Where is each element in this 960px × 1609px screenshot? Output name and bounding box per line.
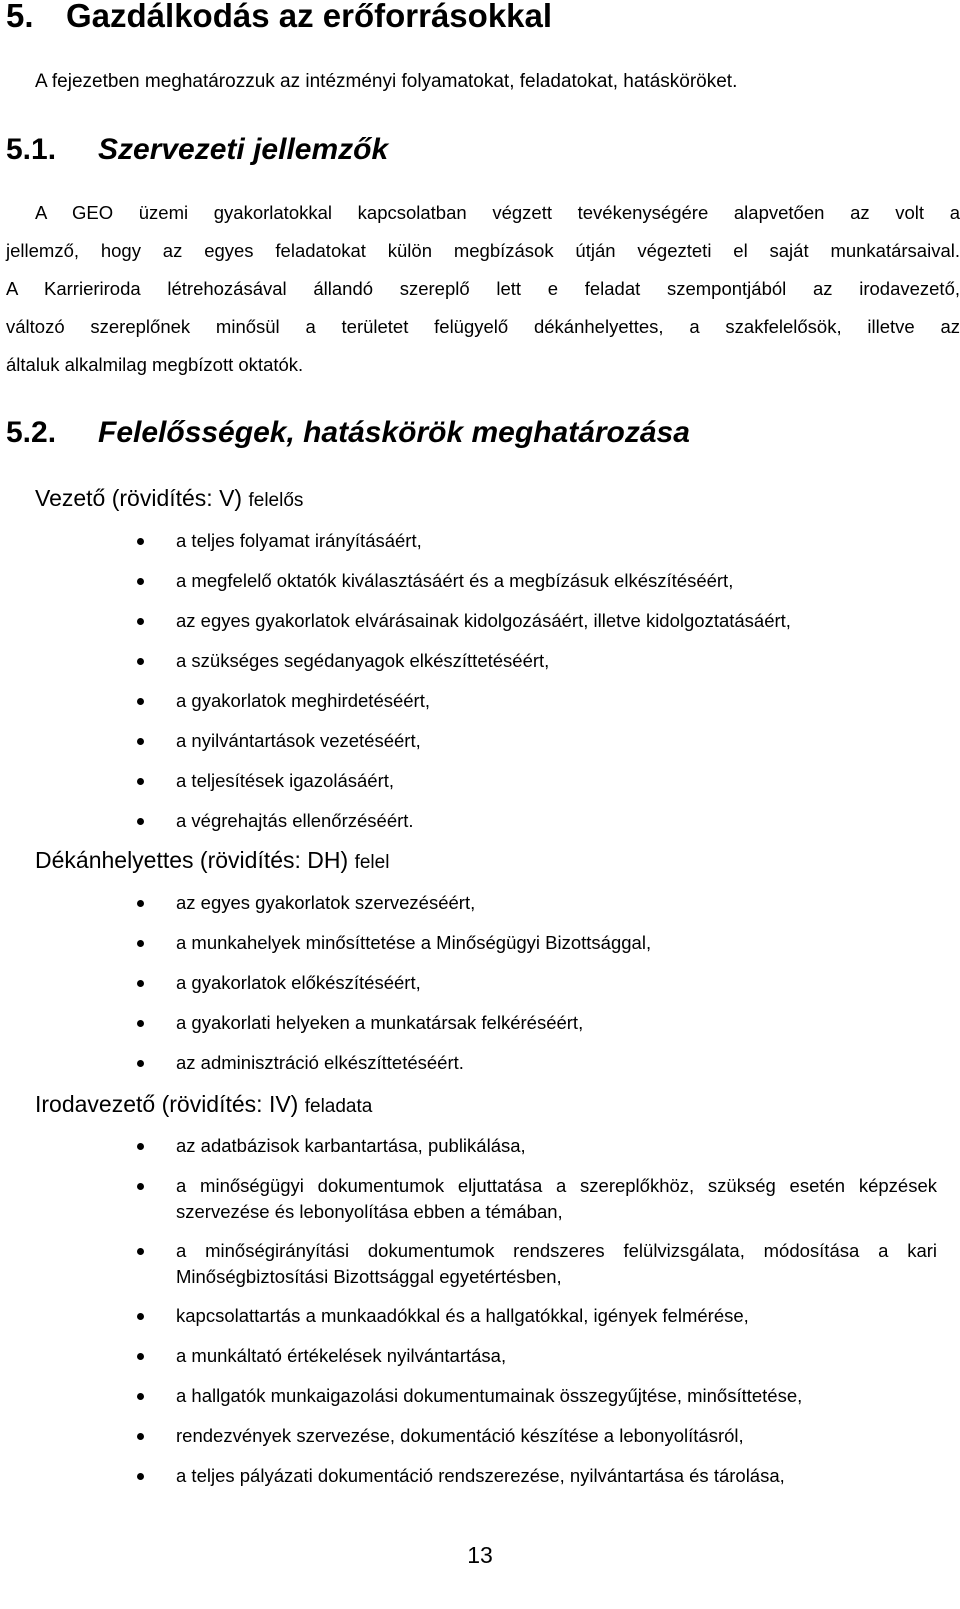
paragraph-line: A Karrieriroda létrehozásával állandó szereplő lett e feladat szempontjából az irodavezető, xyxy=(6,278,960,299)
bullet-icon xyxy=(137,818,144,825)
chapter-number: 5. xyxy=(6,0,34,34)
bullet-icon xyxy=(137,778,144,785)
bullet-icon xyxy=(137,1433,144,1440)
paragraph-line: változó szereplőnek minősül a területet felügyelő dékánhelyettes, a szakfelelősök, illetve az xyxy=(6,316,960,337)
section-title: Felelősségek, hatáskörök meghatározása xyxy=(98,416,690,449)
section-paragraph xyxy=(6,194,960,384)
bullet-icon xyxy=(137,738,144,745)
section-title: Szervezeti jellemzők xyxy=(98,133,389,166)
bullet-icon xyxy=(137,578,144,585)
bullet-icon xyxy=(137,1060,144,1067)
bullet-icon xyxy=(137,940,144,947)
paragraph-line: jellemző, hogy az egyes feladatokat külön megbízások útján végezteti el saját munkatársaival. xyxy=(6,240,960,261)
role-verb: feladata xyxy=(304,1096,373,1117)
bullet-icon xyxy=(137,618,144,625)
paragraph-line: általuk alkalmilag megbízott oktatók. xyxy=(6,354,304,375)
bullet-icon xyxy=(137,698,144,705)
section-number: 5.1. xyxy=(6,133,57,166)
role-heading-vezeto xyxy=(35,483,303,516)
role-verb: felel xyxy=(354,852,390,873)
role-title: Vezető (rövidítés: V) xyxy=(35,485,243,511)
role-title: Irodavezető (rövidítés: IV) xyxy=(35,1091,299,1117)
bullet-icon xyxy=(137,538,144,545)
role-verb: felelős xyxy=(248,490,304,511)
section-heading-5-1 xyxy=(6,131,388,169)
bullet-icon xyxy=(137,1473,144,1480)
bullet-icon xyxy=(137,1393,144,1400)
document-page: 5. Gazdálkodás az erőforrásokkal A fejezetben meghatározzuk az intézményi folyamatokat, feladatokat, hatásköröket. 5.1. Szervezeti jellemzők A GEO üzemi gyakorlatokkal kapcsolatban végzett tevékenységére alapvetően az volt a jellemző, hogy az egyes feladatokat külön megbízások útján végezteti el saját munkatársaival. A Karrieriroda létrehozásával állandó szereplő lett e feladat szempontjából az irodavezető, változó szereplőnek minősül a területet felügyelő dékánhelyettes, a szakfelelősök, illetve az általuk alkalmilag megbízott oktatók. 5.2. Felelősségek, hatáskörök meghatározása Vezető (rövidítés: V) felelős a teljes folyamat irányításáért, a megfelelő oktatók kiválasztásáért és a megbízásuk elkészítéséért, az egyes gyakorlatok elvárásainak kidolgozásáért, illetve kidolgoztatásáért, a szükséges segédanyagok elkészíttetéséért, a gyakorlatok meghirdetéséért, a nyilvántartások vezetéséért, a teljesítések igazolásáért, a végrehajtás ellenőrzéséért. Dékánhelyettes (rövidítés: DH) felel az egyes gyakorlatok szervezéséért, a munkahelyek minősíttetése a Minőségügyi Bizottsággal, a gyakorlatok előkészítéséért, a gyakorlati helyeken a munkatársak felkéréséért, az adminisztráció elkészíttetéséért. Irodavezető (rövidítés: IV) feladata az adatbázisok karbantartása, publikálása, a minőségügyi dokumentumok eljuttatása a szereplőkhöz, szükség esetén képzések szervezése és lebonyolítása ebben a témában, a minőségirányítási dokumentumok rendszeres felülvizsgálata, módosítása a kari Minőségbiztosítási Bizottsággal egyetértésben, kapcsolattartás a munkaadókkal és a hallgatókkal, igények felmérése, a munkáltató értékelések nyilvántartása, a hallgatók munkaigazolási dokumentumainak összegyűjtése, minősíttetése, rendezvények szervezése, dokumentáció készítése a lebonyolításról, a teljes pályázati dokumentáció rendszerezése, nyilvántartása és tárolása, 13 xyxy=(0,0,960,1609)
role-heading-dekanhelyettes xyxy=(35,845,389,878)
bullet-icon xyxy=(137,980,144,987)
bullet-icon xyxy=(137,658,144,665)
role-title: Dékánhelyettes (rövidítés: DH) xyxy=(35,847,349,873)
chapter-heading xyxy=(6,0,552,36)
bullet-icon xyxy=(137,1020,144,1027)
section-heading-5-2 xyxy=(6,414,690,452)
bullet-icon xyxy=(137,900,144,907)
chapter-intro: A fejezetben meghatározzuk az intézményi folyamatokat, feladatokat, hatásköröket. xyxy=(35,71,738,92)
page-number: 13 xyxy=(467,1542,493,1568)
bullet-icon xyxy=(137,1183,144,1190)
bullet-icon xyxy=(137,1143,144,1150)
role-heading-irodavezeto xyxy=(35,1089,372,1122)
bullet-icon xyxy=(137,1353,144,1360)
chapter-title: Gazdálkodás az erőforrásokkal xyxy=(66,0,553,34)
bullet-icon xyxy=(137,1248,144,1255)
section-number: 5.2. xyxy=(6,416,57,449)
bullet-icon xyxy=(137,1313,144,1320)
paragraph-line: A GEO üzemi gyakorlatokkal kapcsolatban végzett tevékenységére alapvetően az volt a xyxy=(35,202,960,223)
